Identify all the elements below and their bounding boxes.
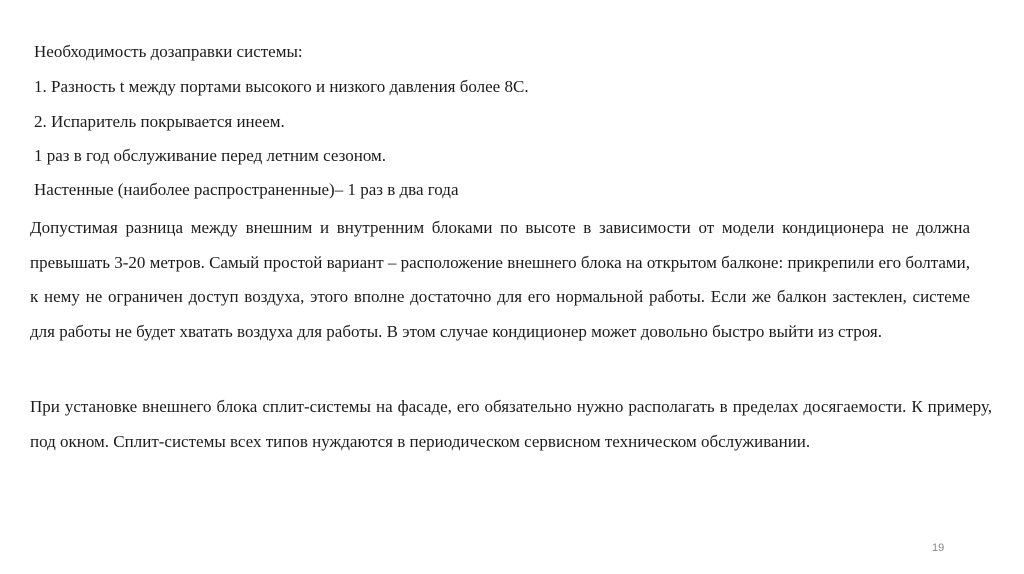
page-number: 19	[932, 542, 945, 554]
list-item-1: 1. Разность t между портами высокого и низкого давления более 8С.	[34, 77, 529, 96]
service-frequency-line: 1 раз в год обслуживание перед летним сезоном.	[34, 146, 387, 165]
list-item-2: 2. Испаритель покрывается инеем.	[34, 112, 285, 131]
paragraph-height-difference: Допустимая разница между внешним и внутренним блоками по высоте в зависимости от модели кондиционера не должна превышать 3-20 метров. Самый простой вариант – расположение внешнего блока на открытом балконе: прикрепили его болтами, к нему не ограничен доступ воздуха, этого вполне достаточно для его нормальной работы. Если же балкон застеклен, системе для работы не будет хватать воздуха для работы. В этом случае кондиционер может довольно быстро выйти из строя.	[30, 218, 971, 341]
wall-units-line: Настенные (наиболее распространенные)– 1 раз в два года	[34, 180, 459, 199]
list-heading: Необходимость дозаправки системы:	[34, 42, 303, 61]
paragraph-facade-installation: При установке внешнего блока сплит-системы на фасаде, его обязательно нужно располагать в пределах досягаемости. К примеру, под окном. Сплит-системы всех типов нуждаются в периодическом сервисном техническом обслуживании.	[30, 397, 992, 451]
